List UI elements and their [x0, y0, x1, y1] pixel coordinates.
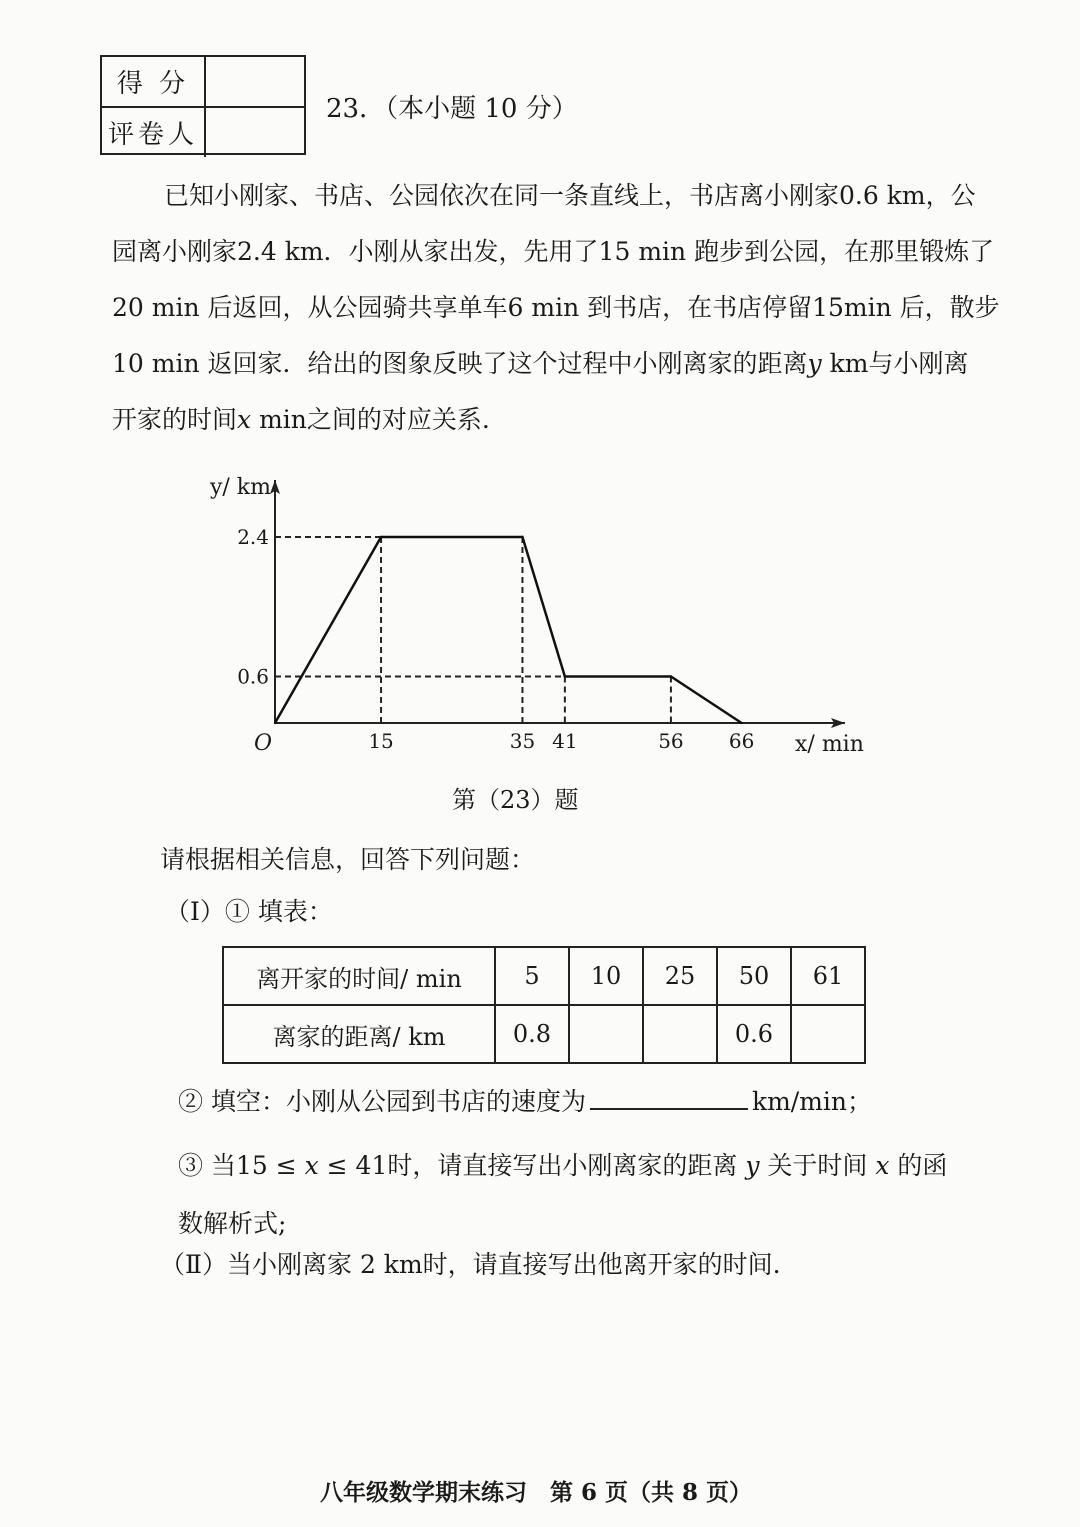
grader-label: 评卷人	[102, 108, 206, 157]
part1-label: （Ⅰ）① 填表：	[165, 897, 333, 926]
series-line	[275, 537, 742, 723]
y-tick-label: 2.4	[237, 525, 269, 549]
origin-label: O	[253, 731, 273, 756]
problem-paragraph	[112, 168, 1004, 448]
answer-prompt: 请根据相关信息，回答下列问题：	[160, 845, 536, 874]
q2-unit: km/min；	[751, 1087, 873, 1116]
score-box	[100, 55, 306, 155]
time-header: 离开家的时间/ min	[223, 947, 495, 1005]
distance-header: 离家的距离/ km	[223, 1005, 495, 1063]
q3-var-y: y	[745, 1151, 760, 1180]
para-line-5	[112, 392, 1004, 448]
series-point	[740, 722, 742, 724]
series-point	[564, 675, 566, 677]
time-cell: 50	[717, 947, 791, 1005]
q3-text-d: 的函	[889, 1151, 948, 1180]
para-line-4	[112, 336, 1004, 392]
q3-text-c: 关于时间	[759, 1151, 876, 1180]
grader-row	[102, 106, 304, 157]
time-cell: 10	[569, 947, 643, 1005]
para-line-1: 已知小刚家、书店、公园依次在同一条直线上，书店离小刚家0.6 km，公	[164, 181, 976, 210]
question-2	[178, 1082, 872, 1118]
question-3	[178, 1137, 998, 1253]
para-line-4-text: 10 min 返回家．给出的图象反映了这个过程中小刚离家的距离	[112, 349, 808, 378]
x-tick-label: 41	[552, 729, 578, 753]
para-line-5-text: 开家的时间	[112, 405, 238, 434]
distance-cell[interactable]: 0.6	[717, 1005, 791, 1063]
figure-caption: 第（23）题	[452, 786, 579, 814]
series-point	[521, 536, 523, 538]
distance-cell[interactable]	[643, 1005, 717, 1063]
series-point	[670, 675, 672, 677]
x-tick-label: 35	[509, 729, 536, 753]
time-cell: 61	[791, 947, 865, 1005]
para-var-y: y	[807, 349, 822, 378]
score-label: 得 分	[102, 57, 206, 106]
x-tick-label: 15	[368, 729, 394, 753]
q3-var-x: x	[304, 1151, 319, 1180]
answer-blank[interactable]	[590, 1086, 748, 1110]
y-tick-label: 0.6	[237, 664, 269, 689]
series-point	[274, 722, 276, 724]
q3-line-1	[178, 1137, 998, 1195]
chart-series	[274, 536, 743, 724]
para-line-2: 园离小刚家2.4 km．小刚从家出发，先用了15 min 跑步到公园，在那里锻炼了	[112, 237, 995, 266]
x-axis-label: x/ min	[795, 732, 864, 757]
table-row-distance	[223, 1005, 865, 1063]
page-footer: 八年级数学期末练习 第 6 页（共 8 页）	[320, 1479, 753, 1506]
score-row	[102, 57, 304, 106]
distance-cell[interactable]: 0.8	[495, 1005, 569, 1063]
y-axis-label: y/ km	[209, 475, 271, 500]
q2-prefix: ② 填空：小刚从公园到书店的速度为	[178, 1087, 586, 1116]
q3-text-b: ≤ 41时，请直接写出小刚离家的距离	[318, 1151, 746, 1180]
table-row-time	[223, 947, 865, 1005]
para-line-3: 20 min 后返回，从公园骑共享单车6 min 到书店，在书店停留15min 后，散步	[112, 293, 1000, 322]
distance-cell[interactable]	[791, 1005, 865, 1063]
para-var-x: x	[237, 405, 252, 434]
chart-guides	[275, 537, 671, 723]
part2-question: （Ⅱ）当小刚离家 2 km时，请直接写出他离开家的时间.	[160, 1250, 781, 1279]
chart-labels	[209, 475, 864, 757]
time-cell: 5	[495, 947, 569, 1005]
x-tick-label: 56	[658, 729, 684, 753]
fill-table	[222, 946, 866, 1064]
para-tail: min之间的对应关系.	[251, 405, 490, 434]
q3-line-2: 数解析式;	[178, 1209, 287, 1238]
series-point	[380, 536, 382, 538]
q3-text-a: ③ 当15 ≤	[178, 1151, 305, 1180]
x-tick-label: 66	[728, 729, 755, 753]
question-header: 23．（本小题 10 分）	[326, 94, 578, 124]
para-km-tail: km与小刚离	[821, 349, 969, 378]
q3-var-x2: x	[875, 1151, 890, 1180]
distance-cell[interactable]	[569, 1005, 643, 1063]
distance-time-chart	[200, 470, 880, 770]
chart-axes	[270, 480, 845, 728]
time-cell: 25	[643, 947, 717, 1005]
